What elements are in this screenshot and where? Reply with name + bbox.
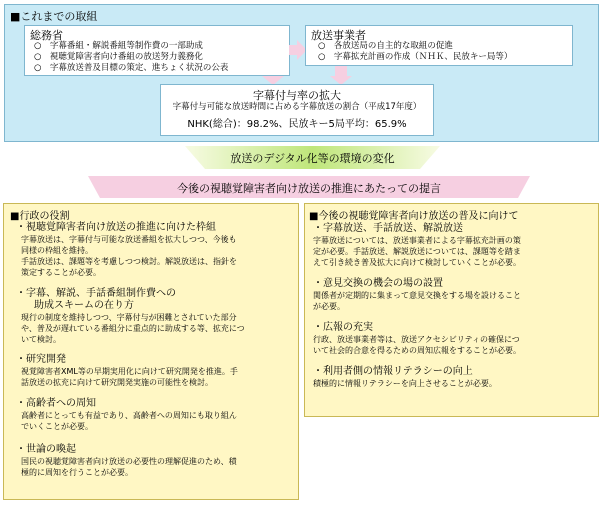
section-line: 手話放送は、課題等を考慮しつつ検討。解説放送は、指針を <box>21 257 237 266</box>
broadcasters-item-1: ○ 各放送局の自主的な取組の促進 <box>318 41 453 51</box>
section-line: 現行の制度を維持しつつ、字幕付与が困難とされていた部分 <box>21 313 237 322</box>
section-title: ・世論の喚起 <box>16 444 76 455</box>
future-section-broadcasts <box>313 223 521 268</box>
broadcasters-box <box>305 25 573 66</box>
section-line: が必要。 <box>313 302 345 311</box>
admin-section-elderly <box>16 398 237 432</box>
section-line: 視覚障害者XML等の早期実用化に向けて研究開発を推進。手 <box>21 367 238 376</box>
broadcasters-title: 放送事業者 <box>311 29 366 42</box>
caption-rate-description: 字幕付与可能な放送時間に占める字幕放送の割合（平成17年度） <box>172 102 422 112</box>
past-efforts-heading: ■これまでの取組 <box>10 10 98 23</box>
section-title: ・高齢者への周知 <box>16 398 96 409</box>
section-title: ・広報の充実 <box>313 322 373 333</box>
section-line: でいくことが必要。 <box>21 422 93 431</box>
ministry-title: 総務省 <box>30 29 63 42</box>
future-section-publicity <box>313 322 521 356</box>
section-line: 国民の視聴覚障害者向け放送の必要性の理解促進のため、積 <box>21 457 237 466</box>
broadcasters-item-2: ○ 字幕拡充計画の作成（ＮＨＫ、民放キー局等） <box>318 52 513 62</box>
section-line: 定が必要。手話放送、解説放送については、課題等を踏ま <box>313 247 521 256</box>
ministry-item-3: ○ 字幕放送普及目標の策定、進ちょく状況の公表 <box>34 63 229 73</box>
future-dissemination-heading: ■今後の視聴覚障害者向け放送の普及に向けて <box>309 211 519 222</box>
section-line: 高齢者にとっても有益であり、高齢者への周知にも取り組ん <box>21 411 237 420</box>
section-line: 同様の枠組を維持。 <box>21 246 93 255</box>
down-arrow-icon <box>330 66 352 85</box>
section-line: 字幕放送については、放送事業者による字幕拡充計画の策 <box>313 236 521 245</box>
ministry-item-1: ○ 字幕番組・解説番組等制作費の一部助成 <box>34 41 203 51</box>
section-line: 極的に周知を行うことが必要。 <box>21 468 133 477</box>
future-section-literacy <box>313 366 497 389</box>
section-line: 字幕放送は、字幕付与可能な放送番組を拡大しつつ、今後も <box>21 235 237 244</box>
section-title: ・視聴覚障害者向け放送の推進に向けた枠組 <box>16 222 216 233</box>
future-section-exchange <box>313 278 521 312</box>
section-line: えて引き続き普及拡大に向けて検討していくことが必要。 <box>313 258 521 267</box>
section-title: ・利用者側の情報リテラシーの向上 <box>313 366 473 377</box>
admin-section-framework <box>16 222 237 278</box>
section-title-continued: 助成スキームの在り方 <box>34 300 134 311</box>
section-line: 積極的に情報リテラシーを向上させることが必要。 <box>313 379 497 388</box>
admin-section-subsidy <box>16 288 245 345</box>
caption-rate-values: NHK(総合)：98.2%、民放キー5局平均：65.9% <box>187 119 407 130</box>
ministry-item-2: ○ 視聴覚障害者向け番組の放送努力義務化 <box>34 52 203 62</box>
section-title: ・意見交換の機会の場の設置 <box>313 278 443 289</box>
digital-change-banner: 放送のデジタル化等の環境の変化 <box>230 152 395 165</box>
admin-section-research <box>16 354 238 388</box>
section-line: いて検討。 <box>21 335 61 344</box>
proposal-banner: 今後の視聴覚障害者向け放送の推進にあたっての提言 <box>177 182 441 195</box>
section-line: や、普及が遅れている番組分に重点的に助成する等、拡充につ <box>21 324 245 333</box>
section-title: ・字幕放送、手話放送、解説放送 <box>313 223 463 234</box>
admin-section-public-opinion <box>16 444 237 478</box>
caption-rate-title: 字幕付与率の拡大 <box>253 89 341 102</box>
admin-role-heading: ■行政の役割 <box>10 211 70 222</box>
section-line: 策定することが必要。 <box>21 268 101 277</box>
section-line: 話放送の拡充に向けて研究開発実施の可能性を検討。 <box>21 378 213 387</box>
section-line: いて社会的合意を得るための周知広報をすることが必要。 <box>313 346 521 355</box>
section-line: 行政、放送事業者等は、放送アクセシビリティの確保につ <box>313 335 520 344</box>
section-title: ・研究開発 <box>16 354 66 365</box>
caption-rate-box <box>160 84 434 136</box>
section-title: ・字幕、解説、手話番組制作費への <box>16 288 176 299</box>
ministry-box <box>24 25 290 76</box>
section-line: 関係者が定期的に集まって意見交換をする場を設けること <box>313 291 521 300</box>
